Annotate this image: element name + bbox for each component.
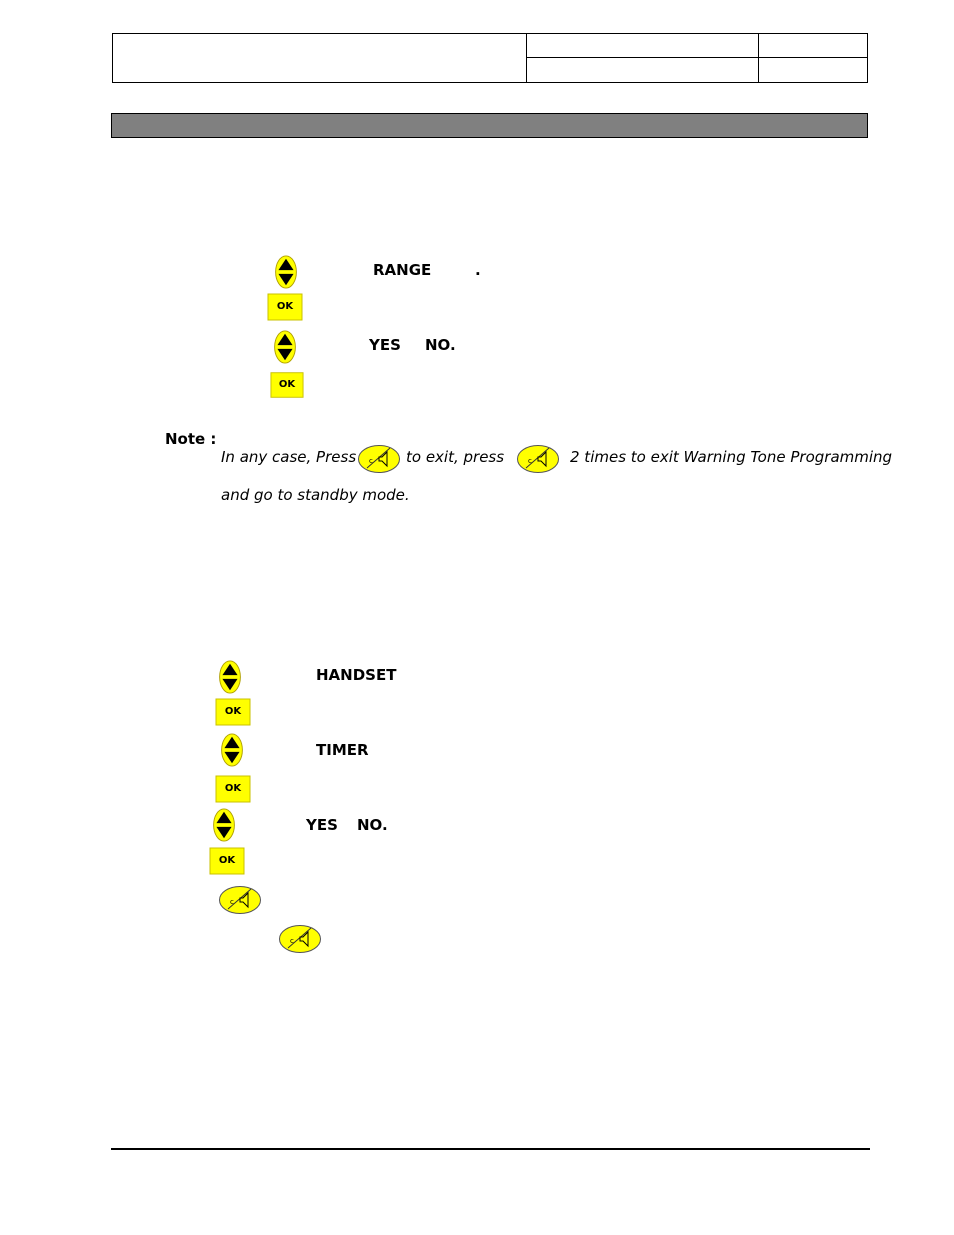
yes-option: YES [369,336,401,354]
no-option: NO. [425,336,456,354]
note-text-part1: In any case, Press [221,448,357,466]
yes-option: YES [306,816,338,834]
clear-mute-key-icon [516,444,560,474]
header-divider [758,34,759,82]
ok-key-text: OK [218,855,236,866]
note-text-part3: 2 times to exit Warning Tone Programming [570,448,893,466]
section-title-bar [111,113,868,138]
no-option: NO. [357,816,388,834]
footer-rule [111,1148,870,1150]
up-down-arrow-key-icon [274,255,298,289]
ok-key-text: OK [278,379,296,390]
handset-label: HANDSET [316,666,397,684]
header-table [112,33,868,83]
note-title: Note : [165,430,217,448]
ok-key-icon [215,775,251,803]
note-text-part2: to exit, press [406,448,505,466]
up-down-arrow-key-icon [220,733,244,767]
ok-key-text: OK [224,783,242,794]
ok-key-icon [215,698,251,726]
up-down-arrow-key-icon [218,660,242,694]
timer-label: TIMER [316,741,369,759]
note-text-line2: and go to standby mode. [221,486,410,504]
ok-key-icon [209,847,245,875]
header-divider [526,34,527,82]
up-down-arrow-key-icon [273,330,297,364]
ok-key-icon [270,371,304,399]
header-divider [526,57,867,58]
up-down-arrow-key-icon [212,808,236,842]
clear-mute-key-icon [218,885,262,915]
ok-key-icon [267,293,303,321]
period-mark: . [475,261,481,279]
range-label: RANGE [373,261,432,279]
ok-key-text: OK [276,301,294,312]
clear-mute-key-icon [278,924,322,954]
ok-key-text: OK [224,706,242,717]
clear-mute-key-icon [357,444,401,474]
